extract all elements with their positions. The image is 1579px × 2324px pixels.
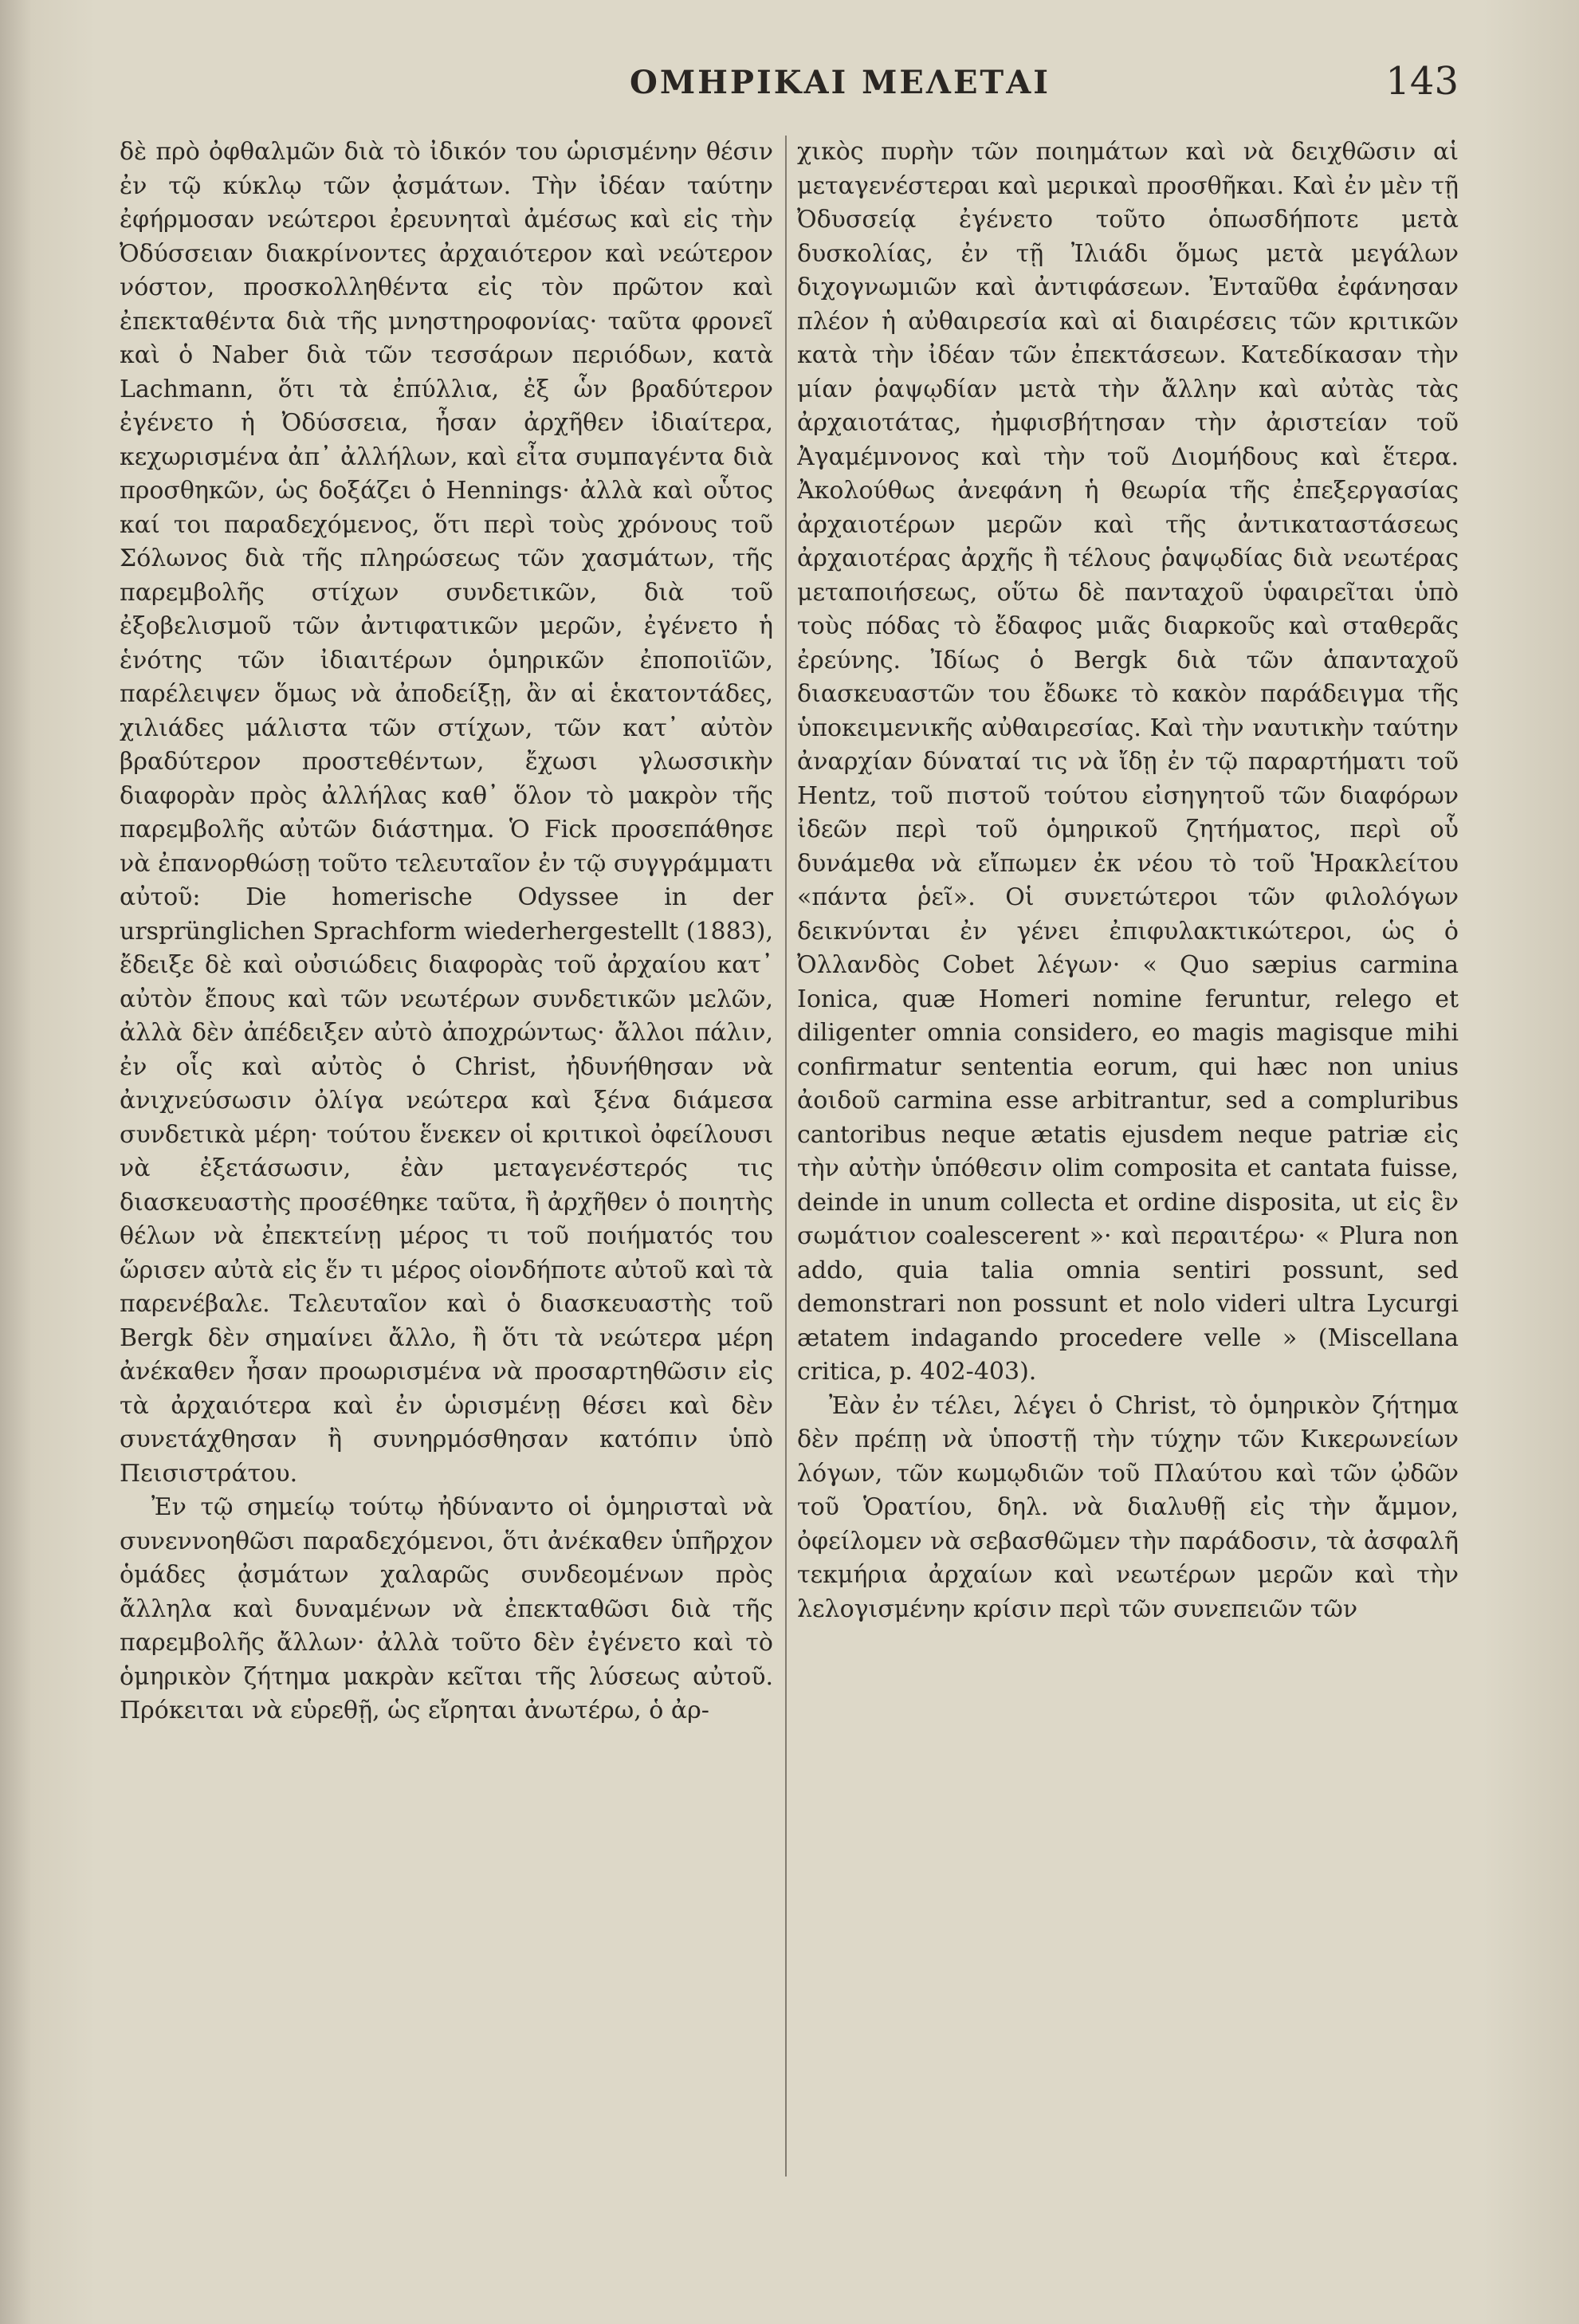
column-divider [785, 136, 787, 2177]
left-column [120, 136, 773, 2208]
running-title: ΟΜΗΡΙΚΑΙ ΜΕΛΕΤΑΙ [630, 64, 1051, 101]
page-number: 143 [1385, 59, 1459, 104]
paragraph: Ἐὰν ἐν τέλει, λέγει ὁ Christ, τὸ ὁμηρικὸν ζήτημα δὲν πρέπῃ νὰ ὑποστῇ τὴν τύχην τῶν Κικερωνείων λόγων, τῶν κωμῳδιῶν τοῦ Πλαύτου καὶ τῶν ᾠδῶν τοῦ Ὁρατίου, δηλ. νὰ διαλυθῇ εἰς τὴν ἄμμον, ὀφείλομεν νὰ σεβασθῶμεν τὴν παράδοσιν, τὰ ἀσφαλῆ τεκμήρια ἀρχαίων καὶ νεωτέρων μερῶν καὶ τὴν λελογισμένην κρίσιν περὶ τῶν συνεπειῶν τῶν [797, 1391, 1459, 1623]
right-column [797, 136, 1459, 2208]
paragraph: δὲ πρὸ ὀφθαλμῶν διὰ τὸ ἰδικόν του ὡρισμένην θέσιν ἐν τῷ κύκλῳ τῶν ᾀσμάτων. Τὴν ἰδέαν ταύτην ἐφήρμοσαν νεώτεροι ἐρευνηταὶ ἀμέσως καὶ εἰς τὴν Ὀδύσσειαν διακρίνοντες ἀρχαιότερον καὶ νεώτερον νόστον, προσκολληθέντα εἰς τὸν πρῶτον καὶ ἐπεκταθέντα διὰ τῆς μνηστηροφονίας· ταῦτα φρονεῖ καὶ ὁ Naber διὰ τῶν τεσσάρων περιόδων, κατὰ Lachmann, ὅτι τὰ ἐπύλλια, ἐξ ὧν βραδύτερον ἐγένετο ἡ Ὀδύσσεια, ἦσαν ἀρχῆθεν ἰδιαίτερα, κεχωρισμένα ἀπ᾽ ἀλλήλων, καὶ εἶτα συμπαγέντα διὰ προσθηκῶν, ὡς δοξάζει ὁ Hennings· ἀλλὰ καὶ οὗτος καί τοι παραδεχόμενος, ὅτι περὶ τοὺς χρόνους τοῦ Σόλωνος διὰ τῆς πληρώσεως τῶν χασμάτων, τῆς παρεμβολῆς στίχων συνδετικῶν, διὰ τοῦ ἐξοβελισμοῦ τῶν ἀντιφατικῶν μερῶν, ἐγένετο ἡ ἑνότης τῶν ἰδιαιτέρων ὁμηρικῶν ἐποποιϊῶν, παρέλειψεν ὅμως νὰ ἀποδείξῃ, ἂν αἱ ἑκατοντάδες, χιλιάδες μάλιστα τῶν στίχων, τῶν κατ᾽ αὐτὸν βραδύτερον προστεθέντων, ἔχωσι γλωσσικὴν διαφορὰν πρὸς ἀλλήλας καθ᾽ ὅλον τὸ μακρὸν τῆς παρεμβολῆς αὐτῶν διάστημα. Ὁ Fick προσεπάθησε νὰ ἐπανορθώσῃ τοῦτο τελευταῖον ἐν τῷ συγγράμματι αὐτοῦ: Die homerische Odyssee in der ursprünglichen Sprachform wiederhergestellt (1883), ἔδειξε δὲ καὶ οὐσιώδεις διαφορὰς τοῦ ἀρχαίου κατ᾽ αὐτὸν ἔπους καὶ τῶν νεωτέρων συνδετικῶν μελῶν, ἀλλὰ δὲν ἀπέδειξεν αὐτὸ ἀποχρώντως· ἄλλοι πάλιν, ἐν οἷς καὶ αὐτὸς ὁ Christ, ἠδυνήθησαν νὰ ἀνιχνεύσωσιν ὀλίγα νεώτερα καὶ ξένα διάμεσα συνδετικὰ μέρη· τούτου ἕνεκεν οἱ κριτικοὶ ὀφείλουσι νὰ ἐξετάσωσιν, ἐὰν μεταγενέστερός τις διασκευαστὴς προσέθηκε ταῦτα, ἢ ἀρχῆθεν ὁ ποιητὴς θέλων νὰ ἐπεκτείνῃ μέρος τι τοῦ ποιήματός του ὥρισεν αὐτὰ εἰς ἕν τι μέρος οἱονδήποτε αὐτοῦ καὶ τὰ παρενέβαλε. Τελευταῖον καὶ ὁ διασκευαστὴς τοῦ Bergk δὲν σημαίνει ἄλλο, ἢ ὅτι τὰ νεώτερα μέρη ἀνέκαθεν ἦσαν προωρισμένα νὰ προσαρτηθῶσιν εἰς τὰ ἀρχαιότερα καὶ ἐν ὡρισμένῃ θέσει καὶ δὲν συνετάχθησαν ἢ συνηρμόσθησαν κατόπιν ὑπὸ Πεισιστράτου. [120, 138, 773, 1488]
paragraph: χικὸς πυρὴν τῶν ποιημάτων καὶ νὰ δειχθῶσιν αἱ μεταγενέστεραι καὶ μερικαὶ προσθῆκαι. Καὶ ἐν μὲν τῇ Ὀδυσσείᾳ ἐγένετο τοῦτο ὁπωσδήποτε μετὰ δυσκολίας, ἐν τῇ Ἰλιάδι ὅμως μετὰ μεγάλων διχογνωμιῶν καὶ ἀντιφάσεων. Ἐνταῦθα ἐφάνησαν πλέον ἡ αὐθαιρεσία καὶ αἱ διαιρέσεις τῶν κριτικῶν κατὰ τὴν ἰδέαν τῶν ἐπεκτάσεων. Κατεδίκασαν τὴν μίαν ῥαψῳδίαν μετὰ τὴν ἄλλην καὶ αὐτὰς τὰς ἀρχαιοτάτας, ἠμφισβήτησαν τὴν ἀριστείαν τοῦ Ἀγαμέμνονος καὶ τὴν τοῦ Διομήδους καὶ ἕτερα. Ἀκολούθως ἀνεφάνη ἡ θεωρία τῆς ἐπεξεργασίας ἀρχαιοτέρων μερῶν καὶ τῆς ἀντικαταστάσεως ἀρχαιοτέρας ἀρχῆς ἢ τέλους ῥαψῳδίας διὰ νεωτέρας μεταποιήσεως, οὕτω δὲ πανταχοῦ ὑφαιρεῖται ὑπὸ τοὺς πόδας τὸ ἔδαφος μιᾶς διαρκοῦς καὶ σταθερᾶς ἐρεύνης. Ἰδίως ὁ Bergk διὰ τῶν ἁπανταχοῦ διασκευαστῶν του ἔδωκε τὸ κακὸν παράδειγμα τῆς ὑποκειμενικῆς αὐθαιρεσίας. Καὶ τὴν ναυτικὴν ταύτην ἀναρχίαν δύναταί τις νὰ ἴδῃ ἐν τῷ παραρτήματι τοῦ Hentz, τοῦ πιστοῦ τούτου εἰσηγητοῦ τῶν διαφόρων ἰδεῶν περὶ τοῦ ὁμηρικοῦ ζητήματος, περὶ οὗ δυνάμεθα νὰ εἴπωμεν ἐκ νέου τὸ τοῦ Ἡρακλείτου «πάντα ῥεῖ». Οἱ συνετώτεροι τῶν φιλολόγων δεικνύνται ἐν γένει ἐπιφυλακτικώτεροι, ὡς ὁ Ὀλλανδὸς Cobet λέγων· « Quo sæpius carmina Ionica, quæ Homeri nomine feruntur, relego et diligenter omnia considero, eo magis magisque mihi confirmatur sententia eorum, qui hæc non unius ἀοιδοῦ carmina esse arbitrantur, sed a compluribus cantoribus neque ætatis ejusdem neque patriæ εἰς τὴν αὐτὴν ὑπόθεσιν olim composita et cantata fuisse, deinde in unum collecta et ordine disposita, ut εἰς ἓν σωμάτιον coalescerent »· καὶ περαιτέρω· « Plura non addo, quia talia omnia sentiri possunt, sed demonstrari non possunt et nolo videri ultra Lycurgi ætatem indagando procedere velle » (Miscellana critica, p. 402-403). [797, 138, 1459, 1386]
paragraph: Ἐν τῷ σημείῳ τούτῳ ἠδύναντο οἱ ὁμηρισταὶ νὰ συνεννοηθῶσι παραδεχόμενοι, ὅτι ἀνέκαθεν ὑπῆρχον ὁμάδες ᾀσμάτων χαλαρῶς συνδεομένων πρὸς ἄλληλα καὶ δυναμένων νὰ ἐπεκταθῶσι διὰ τῆς παρεμβολῆς ἄλλων· ἀλλὰ τοῦτο δὲν ἐγένετο καὶ τὸ ὁμηρικὸν ζήτημα μακρὰν κεῖται τῆς λύσεως αὐτοῦ. Πρόκειται νὰ εὑρεθῇ, ὡς εἴρηται ἀνωτέρω, ὁ ἀρ- [120, 1493, 773, 1724]
running-header [120, 56, 1459, 112]
